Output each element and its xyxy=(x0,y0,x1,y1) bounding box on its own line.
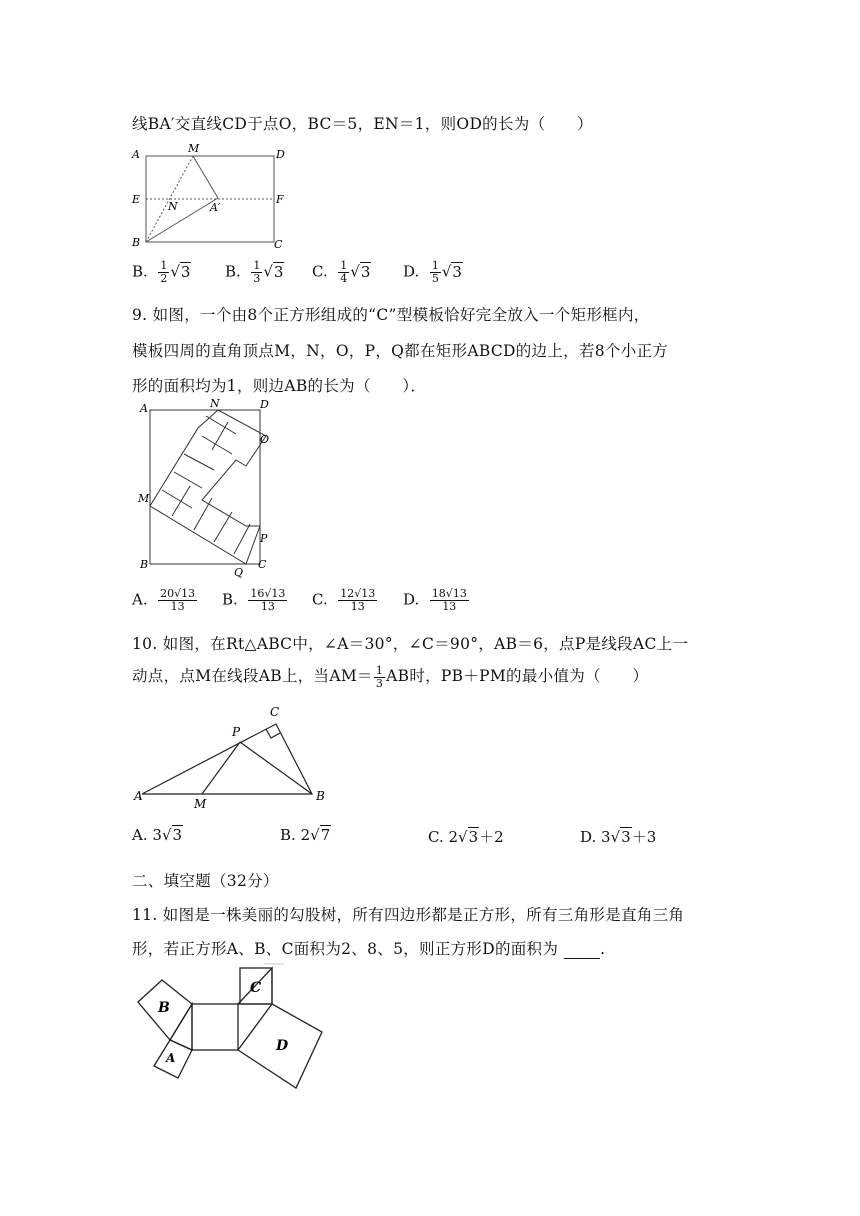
q11-line-2: 形，若正方形A、B、C面积为2、8、5，则正方形D的面积为 . xyxy=(132,940,606,958)
section-heading: 二、填空题（32分） xyxy=(132,872,279,890)
q8-label-A-prime: A′ xyxy=(210,201,221,214)
q11-line-1: 11. 如图是一株美丽的勾股树，所有四边形都是正方形，所有三角形是直角三角 xyxy=(132,906,685,924)
q10-option-b[interactable]: B. 2√7 xyxy=(280,826,331,844)
q10-option-d[interactable]: D. 3√3＋3 xyxy=(580,828,657,846)
q8-label-E: E xyxy=(132,193,141,206)
q8-option-4[interactable]: D. $\frac{1}{5}$ √3 xyxy=(403,259,462,285)
q9-option-d[interactable]: D. $\frac{18√13}{13}$ xyxy=(403,587,467,613)
q9-figure xyxy=(136,396,282,578)
q10-line-2: 动点，点M在线段AB上，当AM＝ $\frac{1}{3}$ AB时，PB＋PM的最小值为（ ） xyxy=(132,663,649,690)
q11-label-D: D xyxy=(276,1038,289,1054)
q11-figure xyxy=(132,962,332,1092)
q9-line-1: 9. 如图，一个由8个正方形组成的“C”型模板恰好完全放入一个矩形框内， xyxy=(132,306,650,324)
q10-line-1: 10. 如图，在Rt△ABC中，∠A＝30°，∠C＝90°，AB＝6，点P是线段AC上一 xyxy=(132,635,689,653)
q9-label-A: A xyxy=(140,402,148,415)
q8-text: 线BA′交直线CD于点O，BC＝5，EN＝1，则OD的长为（ ） xyxy=(132,115,593,133)
q11-label-C: C xyxy=(250,980,262,996)
q9-option-b[interactable]: B. $\frac{16√13}{13}$ xyxy=(222,587,286,613)
q9-option-a[interactable]: A. $\frac{20√13}{13}$ xyxy=(132,587,196,613)
q8-label-C: C xyxy=(274,238,283,251)
q9-label-D: D xyxy=(260,398,269,411)
q8-label-F: F xyxy=(276,193,284,206)
q9-label-B: B xyxy=(140,558,149,571)
q8-option-3[interactable]: C. $\frac{1}{4}$ √3 xyxy=(312,259,371,285)
answer-blank[interactable] xyxy=(564,944,600,959)
q10-label-A: A xyxy=(134,789,143,803)
q9-label-N: N xyxy=(210,397,220,410)
q8-option-2[interactable]: B. $\frac{1}{3}$ √3 xyxy=(225,259,284,285)
q9-label-P: P xyxy=(260,532,268,545)
q9-label-M: M xyxy=(138,492,150,505)
q8-label-D: D xyxy=(276,148,285,161)
q8-label-B: B xyxy=(132,236,141,249)
q11-label-A: A xyxy=(166,1051,176,1065)
q9-label-O: O xyxy=(260,433,270,446)
q9-label-C: C xyxy=(258,558,267,571)
q10-label-P: P xyxy=(232,725,241,739)
q10-option-c[interactable]: C. 2√3＋2 xyxy=(428,828,504,846)
q8-label-N: N xyxy=(168,200,178,213)
q8-figure xyxy=(128,140,298,252)
q9-line-2: 模板四周的直角顶点M，N，O，P，Q都在矩形ABCD的边上，若8个小正方 xyxy=(132,342,669,360)
q10-label-B: B xyxy=(316,789,325,803)
q9-label-Q: Q xyxy=(234,566,244,578)
q8-option-1[interactable]: B. $\frac{1}{2}$ √3 xyxy=(132,259,191,285)
q10-figure xyxy=(130,702,340,810)
q8-label-A: A xyxy=(132,148,140,161)
q8-label-M: M xyxy=(188,142,200,155)
q10-option-a[interactable]: A. 3√3 xyxy=(132,826,183,844)
q10-label-M: M xyxy=(194,797,207,810)
q11-label-B: B xyxy=(158,1000,170,1016)
q9-option-c[interactable]: C. $\frac{12√13}{13}$ xyxy=(312,587,376,613)
q9-line-3: 形的面积均为1，则边AB的长为（ ）． xyxy=(132,377,427,395)
q10-label-C: C xyxy=(270,705,280,719)
